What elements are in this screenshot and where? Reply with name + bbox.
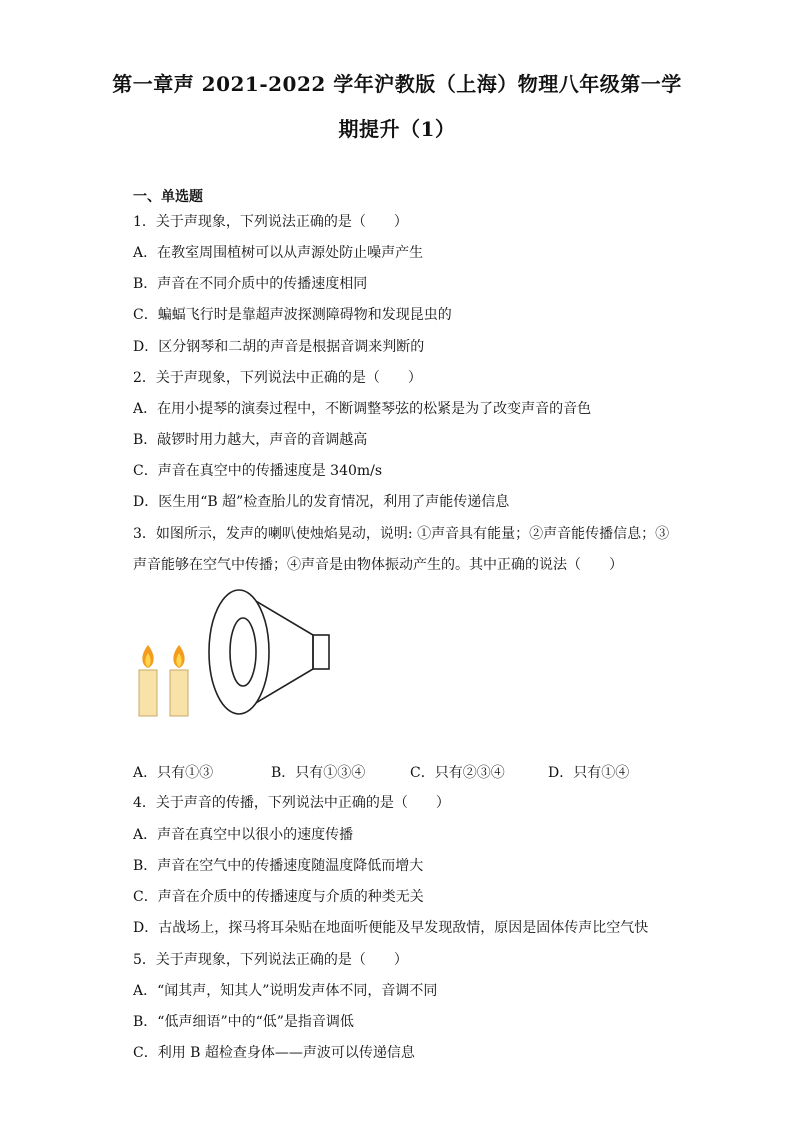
question-1-option-b: B．声音在不同介质中的传播速度相同 xyxy=(133,276,368,292)
question-3-option-a: A．只有①③ xyxy=(133,765,214,781)
speaker-horn xyxy=(209,590,329,714)
question-3-stem-line2: 声音能够在空气中传播；④声音是由物体振动产生的。其中正确的说法（ ） xyxy=(133,557,623,573)
question-2-option-d: D．医生用“B 超”检查胎儿的发育情况，利用了声能传递信息 xyxy=(133,494,510,510)
question-4-option-b: B．声音在空气中的传播速度随温度降低而增大 xyxy=(133,858,424,874)
question-5-option-a: A．“闻其声，知其人”说明发声体不同，音调不同 xyxy=(133,983,438,999)
question-3-option-c: C．只有②③④ xyxy=(410,765,505,781)
question-3-stem-line1: 3．如图所示，发声的喇叭使烛焰晃动，说明: ①声音具有能量；②声音能传播信息；③ xyxy=(133,526,670,542)
document-title-line2: 期提升（1） xyxy=(338,117,456,141)
question-1-option-d: D．区分钢琴和二胡的声音是根据音调来判断的 xyxy=(133,339,425,355)
question-2-option-c: C．声音在真空中的传播速度是 340m/s xyxy=(133,463,383,479)
question-4-stem: 4．关于声音的传播，下列说法中正确的是（ ） xyxy=(133,795,450,811)
question-4-option-c: C．声音在介质中的传播速度与介质的种类无关 xyxy=(133,889,424,905)
section-heading: 一、单选题 xyxy=(133,189,203,205)
question-3-option-d: D．只有①④ xyxy=(548,765,630,781)
question-1-option-a: A．在教室周围植树可以从声源处防止噪声产生 xyxy=(133,245,424,261)
question-2-option-b: B．敲锣时用力越大，声音的音调越高 xyxy=(133,432,368,448)
question-2-stem: 2．关于声现象，下列说法中正确的是（ ） xyxy=(133,370,422,386)
question-5-option-b: B．“低声细语”中的“低”是指音调低 xyxy=(133,1014,354,1030)
candles-and-speaker-figure xyxy=(133,585,343,720)
candle-left xyxy=(139,645,157,716)
question-4-option-a: A．声音在真空中以很小的速度传播 xyxy=(133,827,354,843)
document-title-line1: 第一章声 2021-2022 学年沪教版（上海）物理八年级第一学 xyxy=(112,72,682,96)
candle-right xyxy=(170,645,188,716)
question-2-option-a: A．在用小提琴的演奏过程中，不断调整琴弦的松紧是为了改变声音的音色 xyxy=(133,401,592,417)
question-1-option-c: C．蝙蝠飞行时是靠超声波探测障碍物和发现昆虫的 xyxy=(133,307,452,323)
question-1-stem: 1．关于声现象，下列说法正确的是（ ） xyxy=(133,214,408,230)
question-5-option-c: C．利用 B 超检查身体——声波可以传递信息 xyxy=(133,1045,415,1061)
question-4-option-d: D．古战场上，探马将耳朵贴在地面听便能及早发现敌情，原因是固体传声比空气快 xyxy=(133,920,649,936)
question-5-stem: 5．关于声现象，下列说法正确的是（ ） xyxy=(133,952,408,968)
question-3-option-b: B．只有①③④ xyxy=(271,765,366,781)
